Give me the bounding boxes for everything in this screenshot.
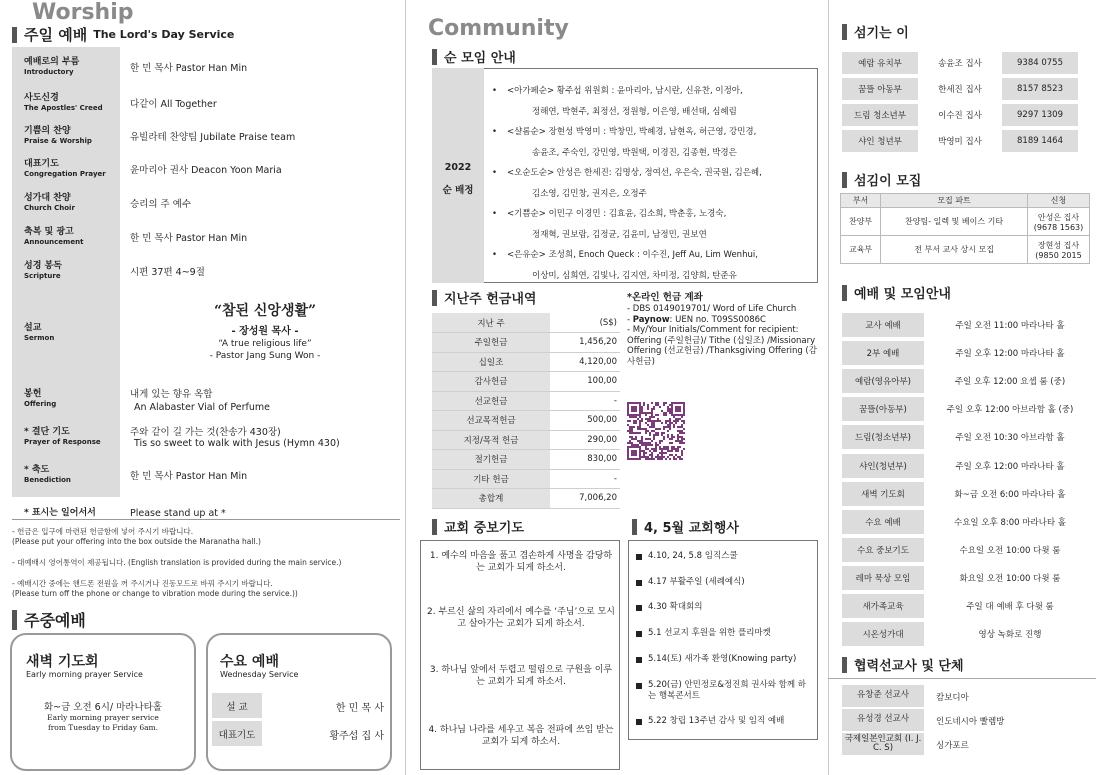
order-item-label-en: Praise & Worship xyxy=(24,137,92,146)
offering-row-amount: 1,456,20 xyxy=(550,333,620,353)
schedule-value: 수요일 오전 10:00 다윗 룸 xyxy=(959,545,1061,556)
prayer-1: 1. 예수의 마음을 품고 겸손하게 사명을 감당하는 교회가 되게 하소서. xyxy=(429,551,613,574)
offering-row xyxy=(432,352,620,372)
schedule-label: 샤인(청년부) xyxy=(842,454,924,478)
group-line xyxy=(492,166,762,178)
event-text: 5.14(토) 새가족 환영(Knowing party) xyxy=(648,654,797,664)
schedule-label: 교사 예배 xyxy=(842,313,924,337)
wednesday-subtitle: Wednesday Service xyxy=(220,670,299,679)
bullet-square xyxy=(636,657,642,663)
order-item-label-ko: * 결단 기도 xyxy=(24,427,70,438)
bullet-square xyxy=(636,719,642,725)
mission-name: 유창준 선교사 xyxy=(842,685,924,707)
recruit-cell: 찬양팀- 일렉 및 베이스 기타 xyxy=(881,208,1028,236)
event-item xyxy=(636,577,812,588)
schedule-label: 2부 예배 xyxy=(842,341,924,365)
event-item xyxy=(636,654,812,665)
event-text: 5.20(금) 안민정로&정진희 권사와 함께 하는 행복콘서트 xyxy=(648,680,806,702)
offering-row xyxy=(432,333,620,353)
schedule-value: 영상 녹화로 진행 xyxy=(978,630,1042,641)
order-item-label-ko: 성경 봉독 xyxy=(24,261,62,272)
prayer-3: 3. 하나님 앞에서 두렵고 떨림으로 구원을 이루는 교회가 되게 하소서. xyxy=(429,665,613,688)
note-offering-ko: - 헌금은 입구에 마련된 헌금함에 넣어 주시기 바랍니다. xyxy=(12,527,194,536)
schedule-label: 꿈뜰(아동부) xyxy=(842,397,924,421)
group-line xyxy=(532,105,737,117)
offering-head-row xyxy=(432,313,620,333)
order-item-label xyxy=(12,126,120,145)
schedule-label: 시온성가대 xyxy=(842,622,924,646)
schedule-value: 수요일 오후 8:00 마라나타 홀 xyxy=(953,517,1066,528)
offering-row-label: 절기헌금 xyxy=(432,450,550,470)
offering-table xyxy=(432,313,620,509)
sermon-preacher-ko: - 장성원 목사 - xyxy=(231,326,299,337)
column-divider xyxy=(405,0,406,775)
order-item-label xyxy=(12,389,120,408)
dawn-prayer-card xyxy=(10,633,196,771)
event-text: 4.10, 24, 5.8 임직스쿨 xyxy=(648,551,738,561)
offering-row xyxy=(432,372,620,392)
recruit-cell: 안성은 집사 (9678 1563) xyxy=(1028,208,1090,236)
groups-year: 2022 xyxy=(444,162,472,173)
event-item xyxy=(636,716,812,727)
online-paynow: - Paynow: UEN no. T09SS0086C xyxy=(627,314,766,325)
sermon-title-ko: “참된 신앙생활” xyxy=(213,303,317,319)
group-line-text: 정해연, 박현주, 최정선, 정원형, 이은영, 배선태, 심혜림 xyxy=(532,106,737,117)
schedule-value: 주일 오후 12:00 마라나타 홀 xyxy=(955,349,1065,360)
group-line-text: 김소영, 김민창, 권지은, 오정주 xyxy=(532,188,647,199)
sermon-preacher-en: - Pastor Jang Sung Won - xyxy=(209,351,321,361)
groups-label: 순 배정 xyxy=(442,185,474,196)
mission-location: 싱가포르 xyxy=(936,741,969,751)
group-line xyxy=(492,207,726,219)
schedule-value: 주일 오후 12:00 마라나타 홀 xyxy=(955,461,1065,472)
recruit-row xyxy=(841,236,1090,264)
group-line-text: 이상미, 심희연, 김빛나, 김지연, 차미정, 김양희, 탄준유 xyxy=(532,270,737,281)
offering-row xyxy=(432,469,620,489)
server-part: 드림 청소년부 xyxy=(842,104,918,126)
wednesday-prayer-value: 황주섭 집 사 xyxy=(329,731,384,742)
order-item-value: 한 민 목사 Pastor Han Min xyxy=(130,471,248,482)
dawn-subtitle: Early morning prayer Service xyxy=(26,670,143,679)
offering-row-label: 선교목적헌금 xyxy=(432,411,550,431)
server-name: 한세진 집사 xyxy=(938,85,982,95)
schedule-value: 주일 오전 11:00 마라나타 홀 xyxy=(955,321,1065,331)
order-item-label xyxy=(12,465,120,484)
order-item-label-en: Prayer of Response xyxy=(24,438,101,447)
event-item xyxy=(636,628,812,639)
event-text: 4.30 확대회의 xyxy=(648,602,703,612)
offering-row-amount: 830,00 xyxy=(550,450,620,470)
group-line-text: <기쁨순> 이민구 이경민 : 김효윤, 김소희, 박춘홍, 노경숙, xyxy=(507,209,727,219)
server-phone: 8189 1464 xyxy=(1002,130,1078,152)
worship-title: Worship xyxy=(32,0,134,25)
group-line-text: <오순도순> 안성은 한세진: 김명상, 정여선, 우은숙, 권국원, 김은혜, xyxy=(507,168,762,178)
divider xyxy=(828,678,1096,679)
schedule-label: 새가족교육 xyxy=(842,594,924,618)
server-part: 예람 유치부 xyxy=(842,52,918,74)
wednesday-prayer-label: 대표기도 xyxy=(212,721,262,746)
note-phone-en: (Please turn off the phone or change to vibration mode during the service.)) xyxy=(12,589,298,598)
order-item-value: 한 민 목사 Pastor Han Min xyxy=(130,233,248,244)
offering-row xyxy=(432,411,620,431)
dawn-time: 화~금 오전 6시/ 마라나타홀 xyxy=(43,702,163,713)
order-item-label-ko: 대표기도 xyxy=(24,159,59,170)
offering-row-amount: - xyxy=(550,469,620,489)
order-item-label-ko: * 축도 xyxy=(24,465,50,476)
server-name: 송윤조 집사 xyxy=(938,59,982,69)
order-item-label-en: Scripture xyxy=(24,272,61,281)
order-item-label xyxy=(12,227,120,246)
order-item xyxy=(12,154,400,184)
offering-row xyxy=(432,450,620,470)
server-part: 샤인 청년부 xyxy=(842,130,918,152)
event-text: 5.22 창립 13주년 감사 및 임직 예배 xyxy=(648,716,785,726)
server-part: 꿈뜰 아동부 xyxy=(842,78,918,100)
offering-row-amount: - xyxy=(550,391,620,411)
offering-header: 지난주 헌금내역 xyxy=(432,288,536,307)
order-item-label xyxy=(12,323,120,342)
order-item-label-ko: 축복 및 광고 xyxy=(24,227,74,238)
order-item-label-en: The Apostles' Creed xyxy=(24,104,103,113)
order-item-label-ko: 성가대 찬양 xyxy=(24,193,71,204)
worship-header: 주일 예배 The Lord's Day Service xyxy=(12,24,234,45)
schedule-value: 주일 오후 12:00 요셉 룸 (중) xyxy=(954,377,1066,388)
order-item-label xyxy=(12,261,120,280)
order-item-label xyxy=(12,508,120,519)
schedule-value: 주일 오후 12:00 아브라함 홀 (중) xyxy=(946,405,1074,416)
dawn-title: 새벽 기도회 xyxy=(26,654,99,670)
recruit-head-cell: 모집 파트 xyxy=(881,194,1028,208)
order-item xyxy=(12,498,400,528)
order-item xyxy=(12,222,400,252)
recruit-head-cell: 신청 xyxy=(1028,194,1090,208)
server-name: 이수진 집사 xyxy=(938,111,982,121)
dawn-time-en1: Early morning prayer service xyxy=(47,713,159,722)
offering-head-label: 지난 주 xyxy=(432,313,550,333)
order-item-value: 윤마리아 권사 Deacon Yoon Maria xyxy=(130,165,282,176)
missions-header: 협력선교사 및 단체 xyxy=(842,655,964,674)
recruit-head-cell: 부서 xyxy=(841,194,881,208)
wednesday-sermon-label: 설 교 xyxy=(212,693,262,718)
community-title: Community xyxy=(428,16,569,41)
group-line xyxy=(492,248,758,260)
recruit-table xyxy=(840,193,1090,264)
bullet-square xyxy=(636,580,642,586)
bullet: • xyxy=(492,168,498,178)
events-box xyxy=(628,540,818,740)
group-line xyxy=(492,84,743,96)
order-item-label xyxy=(12,427,120,446)
divider xyxy=(12,519,400,520)
order-item xyxy=(12,460,400,490)
schedule-label: 수요 예배 xyxy=(842,510,924,534)
recruit-cell: 장현성 집사 (9850 2015 xyxy=(1028,236,1090,264)
midweek-header: 주중예배 xyxy=(12,608,86,631)
order-item-label-ko: 봉헌 xyxy=(24,389,42,400)
order-item-label-en: Sermon xyxy=(24,334,55,343)
order-item-label-en: Announcement xyxy=(24,238,84,247)
mission-location: 캄보디아 xyxy=(936,693,969,703)
offering-row-label: 감사헌금 xyxy=(432,372,550,392)
schedule-header: 예배 및 모임안내 xyxy=(842,283,951,302)
offering-row xyxy=(432,391,620,411)
schedule-label: 예람(영유아부) xyxy=(842,369,924,393)
group-line-text: <아가페순> 황주섭 위원회 : 윤마리아, 남시란, 신유찬, 이정아, xyxy=(507,86,743,96)
recruit-row xyxy=(841,208,1090,236)
offering-row xyxy=(432,489,620,509)
order-item-value: 유빌라테 찬양팀 Jubilate Praise team xyxy=(130,132,296,143)
schedule-label: 새벽 기도회 xyxy=(842,482,924,506)
group-line-text: 송윤조, 주숙인, 강민영, 박원택, 이경진, 김종현, 박경은 xyxy=(532,147,737,158)
bullet: • xyxy=(492,250,498,260)
note-offering-en: (Please put your offering into the box outside the Maranatha hall.) xyxy=(12,537,261,546)
bullet-square xyxy=(636,631,642,637)
schedule-value: 주일 오전 10:30 아브라함 홀 xyxy=(955,433,1065,444)
online-line1: - DBS 0149019701/ Word of Life Church xyxy=(627,303,797,314)
recruit-cell: 교육부 xyxy=(841,236,881,264)
order-item-value: 내게 있는 향유 옥합 xyxy=(130,389,213,400)
order-item-label xyxy=(12,57,120,76)
event-item xyxy=(636,602,812,613)
online-offering xyxy=(627,292,819,368)
order-item xyxy=(12,188,400,218)
sermon-block xyxy=(130,300,400,361)
bullet: • xyxy=(492,209,498,219)
event-item xyxy=(636,551,812,562)
order-item-label-ko: 사도신경 xyxy=(24,93,59,104)
dawn-time-en2: from Tuesday to Friday 6am. xyxy=(47,723,159,732)
order-item-label-en: Church Choir xyxy=(24,204,75,213)
prayer-header: 교회 중보기도 xyxy=(432,517,524,536)
group-line-text: <샬롬순> 장현성 박영미 : 박창민, 박혜경, 남현옥, 허근영, 강민경, xyxy=(507,127,757,137)
order-item-label xyxy=(12,93,120,112)
sermon-title-en: “A true religious life” xyxy=(218,339,312,349)
offering-row-amount: 4,120,00 xyxy=(550,352,620,372)
response-en: Tis so sweet to walk with Jesus (Hymn 430) xyxy=(134,438,340,449)
column-divider xyxy=(828,0,829,775)
group-line xyxy=(532,187,647,199)
event-text: 4.17 부활주일 (세례예식) xyxy=(648,577,745,587)
recruit-header: 섬김이 모집 xyxy=(842,170,921,189)
offering-head-unit: (S$) xyxy=(550,313,620,333)
offering-row-label: 선교헌금 xyxy=(432,391,550,411)
prayer-4: 4. 하나님 나라를 세우고 복음 전파에 쓰임 받는 교회가 되게 하소서. xyxy=(428,725,614,748)
order-item xyxy=(12,88,400,118)
wednesday-card xyxy=(206,633,392,771)
server-phone: 9384 0755 xyxy=(1002,52,1078,74)
group-line xyxy=(492,125,756,137)
schedule-value: 화요일 오전 10:00 다윗 룸 xyxy=(959,573,1061,584)
server-phone: 8157 8523 xyxy=(1002,78,1078,100)
order-item-label-en: Benediction xyxy=(24,476,71,485)
order-item-label-en: Offering xyxy=(24,400,57,409)
offering-row-amount: 7,006,20 xyxy=(550,489,620,509)
order-item-label-ko: 설교 xyxy=(24,323,42,334)
mission-location: 인도네시아 빨렘방 xyxy=(936,717,1005,727)
offering-row-label: 기타 헌금 xyxy=(432,469,550,489)
note-phone-ko: - 예배시간 중에는 핸드폰 전원을 꺼 주시거나 진동모드로 바꿔 주시기 바랍니다. xyxy=(12,579,273,588)
bullet: • xyxy=(492,127,498,137)
groups-year-cell xyxy=(432,68,484,283)
offering-row-amount: 500,00 xyxy=(550,411,620,431)
offering-row-amount: 100,00 xyxy=(550,372,620,392)
order-item xyxy=(12,52,400,82)
offering-row xyxy=(432,430,620,450)
bullet-square xyxy=(636,554,642,560)
group-line xyxy=(532,146,737,158)
schedule-value: 주일 대 예배 후 다윗 룸 xyxy=(966,602,1054,612)
order-item-label xyxy=(12,159,120,178)
groups-header: 순 모임 안내 xyxy=(432,47,516,66)
order-item-label-en: Congregation Prayer xyxy=(24,170,106,179)
order-item-label-en: Introductory xyxy=(24,68,74,77)
group-line-text: 정재혁, 권보람, 김정균, 김윤미, 남정민, 권보연 xyxy=(532,229,707,240)
order-item-label-ko: 기쁨의 찬양 xyxy=(24,126,71,137)
order-item-value: 다같이 All Together xyxy=(130,99,217,110)
bullet-square xyxy=(636,605,642,611)
events-header: 4, 5월 교회행사 xyxy=(632,517,739,536)
order-item-value: 시편 37편 4~9절 xyxy=(130,267,205,278)
offering-row-label: 십일조 xyxy=(432,352,550,372)
schedule-label: 드림(청소년부) xyxy=(842,425,924,449)
server-name: 박영미 집사 xyxy=(938,137,982,147)
group-line xyxy=(532,228,707,240)
online-line3: - My/Your Initials/Comment for recipient: Offering (주일헌금)/ Tithe (십일조) /Missionary Offering (선교헌금) /Thanksgiving Offering (감사헌금) xyxy=(627,325,817,367)
order-item-value: 승리의 주 예수 xyxy=(130,199,192,210)
schedule-label: 수요 중보기도 xyxy=(842,538,924,562)
qr-code xyxy=(627,402,685,460)
schedule-value: 화~금 오전 6:00 마라나타 홀 xyxy=(954,489,1066,500)
order-item-value: Please stand up at * xyxy=(130,507,226,519)
order-item xyxy=(12,121,400,151)
offering-row-label: 주일헌금 xyxy=(432,333,550,353)
prayer-2: 2. 부르신 삶의 자리에서 예수를 ‘주님’으로 모시고 살아가는 교회가 되게 하소서. xyxy=(427,607,615,630)
event-item xyxy=(636,680,812,702)
order-item-value: 주와 같이 길 가는 것(찬송가 430장) xyxy=(130,427,281,438)
online-title: *온라인 헌금 계좌 xyxy=(627,292,703,303)
mission-name: 유성경 선교사 xyxy=(842,709,924,731)
wednesday-sermon-value: 한 민 목 사 xyxy=(335,703,384,714)
group-line-text: <은유순> 조성희, Enoch Queck : 이수진, Jeff Au, Lim Wenhui, xyxy=(507,250,758,260)
order-item xyxy=(12,256,400,286)
order-item-label-ko: * 표시는 일어서서 xyxy=(24,507,96,518)
offering-en: An Alabaster Vial of Perfume xyxy=(134,402,270,413)
offering-row-label: 총합계 xyxy=(432,489,550,509)
order-item-value: 한 민 목사 Pastor Han Min xyxy=(130,63,248,74)
wednesday-title: 수요 예배 xyxy=(220,654,279,670)
group-line xyxy=(532,269,737,281)
event-text: 5.1 선교지 후원을 위한 플리마켓 xyxy=(648,628,771,638)
offering-row-amount: 290,00 xyxy=(550,430,620,450)
mission-name: 국제일본인교회 (I. J. C. S) xyxy=(842,733,924,755)
bullet-square xyxy=(636,683,642,689)
order-item-label-ko: 예배로의 부름 xyxy=(24,57,80,68)
servers-header: 섬기는 이 xyxy=(842,22,909,41)
recruit-cell: 찬양부 xyxy=(841,208,881,236)
bullet: • xyxy=(492,86,498,96)
server-phone: 9297 1309 xyxy=(1002,104,1078,126)
recruit-cell: 전 부서 교사 상시 모집 xyxy=(881,236,1028,264)
order-item-label xyxy=(12,193,120,212)
schedule-label: 레마 묵상 모임 xyxy=(842,566,924,590)
offering-row-label: 지정/목적 헌금 xyxy=(432,430,550,450)
note-translation: - 대예배시 영어통역이 제공됩니다. (English translation is provided during the main service.) xyxy=(12,558,342,567)
